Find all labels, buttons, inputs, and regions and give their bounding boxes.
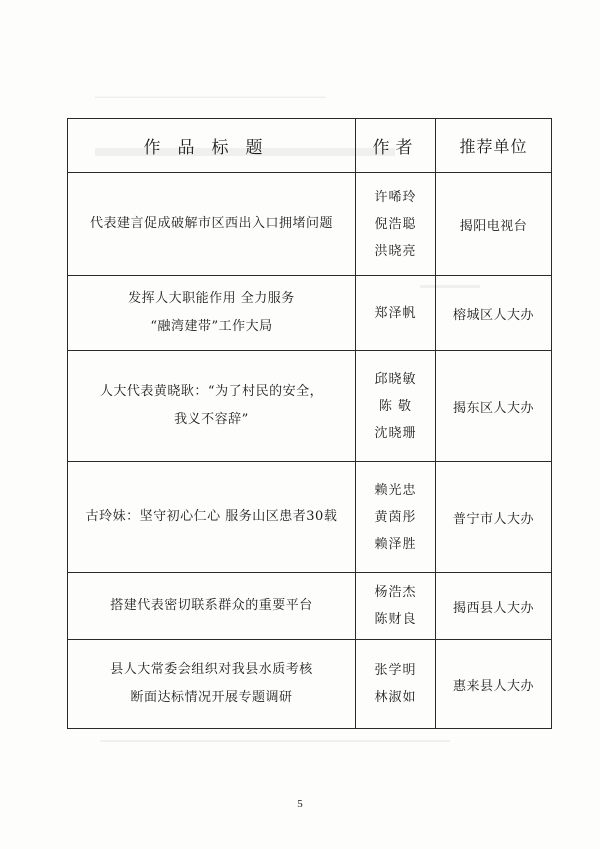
header-unit: 推荐单位 xyxy=(436,119,552,173)
table-row xyxy=(68,276,552,351)
work-title xyxy=(68,276,356,351)
author-name: 林淑如 xyxy=(374,690,417,705)
page-number: 5 xyxy=(297,798,303,810)
recommending-unit: 普宁市人大办 xyxy=(436,462,552,573)
author-name: 黄茵彤 xyxy=(374,509,417,525)
work-title-line: 代表建言促成破解市区西出入口拥堵问题 xyxy=(89,216,333,231)
work-title-line: 县人大常委会组织对我县水质考核 xyxy=(110,662,313,677)
work-authors xyxy=(356,351,436,462)
work-title xyxy=(68,462,356,573)
bleed-through-text: ▔▔▔▔▔▔▔▔▔▔▔▔▔▔▔▔▔▔▔▔▔▔▔▔▔▔▔▔▔▔ xyxy=(95,98,326,109)
author-name: 赖光忠 xyxy=(374,482,417,498)
recommending-unit: 榕城区人大办 xyxy=(436,276,552,351)
author-name: 陈财良 xyxy=(374,612,417,627)
work-title-line: 发挥人大职能作用 全力服务 xyxy=(128,291,295,306)
work-authors xyxy=(356,573,436,640)
author-name: 陈 敬 xyxy=(378,398,413,414)
work-title-line: 人大代表黄晓耿：“为了村民的安全， xyxy=(99,384,324,399)
author-name: 郑泽帆 xyxy=(374,305,417,321)
header-author: 作者 xyxy=(356,119,436,173)
work-title-line: “融湾建带”工作大局 xyxy=(150,319,273,334)
recommending-unit: 揭西县人大办 xyxy=(436,573,552,640)
work-title xyxy=(68,573,356,640)
table-row xyxy=(68,573,552,640)
table-row xyxy=(68,351,552,462)
work-title xyxy=(68,640,356,729)
recommending-unit: 惠来县人大办 xyxy=(436,640,552,729)
works-table xyxy=(67,118,552,729)
work-title xyxy=(68,351,356,462)
bleed-through-mark xyxy=(100,740,450,742)
table-row xyxy=(68,173,552,276)
work-title-line: 古玲妹：坚守初心仁心 服务山区患者30载 xyxy=(85,509,338,524)
work-authors xyxy=(356,276,436,351)
author-name: 倪浩聪 xyxy=(374,216,417,232)
table-row xyxy=(68,640,552,729)
author-name: 杨浩杰 xyxy=(374,585,417,600)
work-authors xyxy=(356,640,436,729)
work-title-line: 我义不容辞” xyxy=(174,412,249,427)
work-title xyxy=(68,173,356,276)
work-title-line: 搭建代表密切联系群众的重要平台 xyxy=(110,598,313,613)
work-authors xyxy=(356,173,436,276)
work-title-line: 断面达标情况开展专题调研 xyxy=(130,690,293,705)
author-name: 洪晓亮 xyxy=(374,243,417,259)
table-header-row xyxy=(68,119,552,173)
table-row xyxy=(68,462,552,573)
author-name: 沈晓珊 xyxy=(374,425,417,441)
author-name: 赖泽胜 xyxy=(374,536,417,552)
author-name: 张学明 xyxy=(374,663,417,678)
author-name: 许唏玲 xyxy=(374,189,417,205)
recommending-unit: 揭阳电视台 xyxy=(436,173,552,276)
author-name: 邱晓敏 xyxy=(374,371,417,387)
work-authors xyxy=(356,462,436,573)
header-title: 作品标题 xyxy=(68,119,356,173)
recommending-unit: 揭东区人大办 xyxy=(436,351,552,462)
